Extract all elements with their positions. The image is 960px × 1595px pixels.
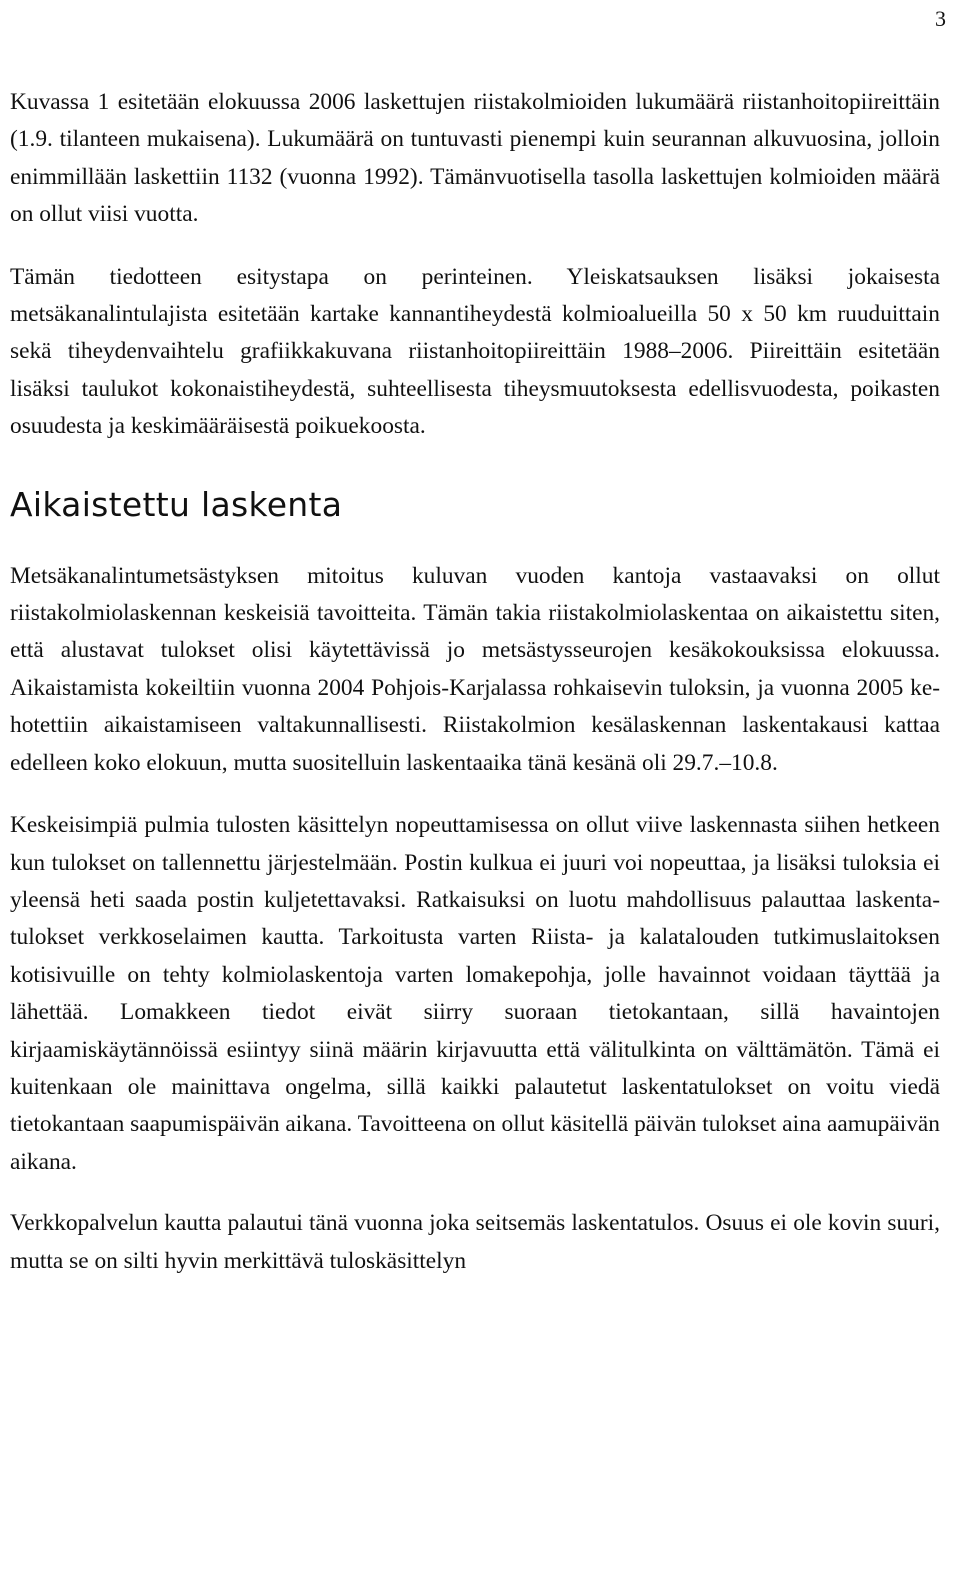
paragraph-intro: Kuvassa 1 esitetään elokuussa 2006 laskettujen riistakolmioiden lukumäärä riistanhoitopiireittäin (1.9. tilanteen mukaisena). Lukumäärä on tuntuvasti pienempi kuin seurannan alkuvuosina, jolloin enimmillään laskettiin 1132 (vuonna 1992). Tämänvuotisella tasolla laskettujen kolmioiden määrä on ollut viisi vuotta. xyxy=(10,89,940,228)
body-text xyxy=(10,84,940,1280)
page-number: 3 xyxy=(935,6,946,31)
paragraph-problems: Keskeisimpiä pulmia tulosten käsittelyn nopeuttamisessa on ollut viive laskennasta siihen hetkeen kun tulokset on tallennettu järjestelmään. Postin kulkua ei juuri voi nopeuttaa, ja lisäksi tuloksia ei yleensä heti saada postin kuljetettavaksi. Ratkaisuksi on luotu mahdollisuus palauttaa laskentatulokset verkkoselaimen kautta. Tarkoitusta varten Riista- ja kalatalouden tutkimuslaitoksen kotisivuille on tehty kolmiolaskentoja varten lomakepohja, jolle havainnot voidaan täyttää ja lähettää. Lomakkeen tiedot eivät siirry suoraan tietokantaan, sillä havaintojen kirjaamiskäytännöissä esiintyy siinä määrin kirjavuutta että välitulkinta on välttämätön. Tämä ei kuitenkaan ole mainittava ongelma, sillä kaikki palautetut laskentatulokset on voitu viedä tietokantaan saapumispäivän aikana. Tavoitteena on ollut käsitellä päivän tulokset aina aamupäivän aikana. xyxy=(10,812,940,1175)
paragraph-web-service: Verkkopalvelun kautta palautui tänä vuonna joka seitsemäs laskentatulos. Osuus ei ole kovin suuri, mutta se on silti hyvin merkittävä tuloskäsittelyn xyxy=(10,1210,940,1274)
paragraph-presentation: Tämän tiedotteen esitystapa on perinteinen. Yleiskatsauksen lisäksi jokaisesta metsäkanalintulajista esitetään kartake kannantiheydestä kolmioalueilla 50 x 50 km ruuduittain sekä tiheydenvaihtelu grafiikkakuvana riistanhoitopiireittäin 1988–2006. Piireittäin esitetään lisäksi taulukot kokonaistiheydestä, suhteellisesta tiheysmuutoksesta edellisvuodesta, poikasten osuudesta ja keskimääräisestä poikuekoosta. xyxy=(10,263,940,440)
section-heading: Aikaistettu laskenta xyxy=(10,484,343,524)
paragraph-early-count: Metsäkanalintumetsästyksen mitoitus kuluvan vuoden kantoja vastaavaksi on ollut riistakolmiolaskennan keskeisiä tavoitteita. Tämän takia riistakolmiolaskentaa on aikaistettu siten, että alustavat tulokset olisi käytettävissä jo metsästysseurojen kesäkokouksissa elokuussa. Aikaistamista kokeiltiin vuonna 2004 Pohjois-Karjalassa rohkaisevin tuloksin, ja vuonna 2005 kehotettiin aikaistamiseen valtakunnallisesti. Riistakolmion kesälaskennan laskentakausi kattaa edelleen koko elokuun, mutta suositelluin laskentaaika tänä kesänä oli 29.7.–10.8. xyxy=(10,562,940,776)
